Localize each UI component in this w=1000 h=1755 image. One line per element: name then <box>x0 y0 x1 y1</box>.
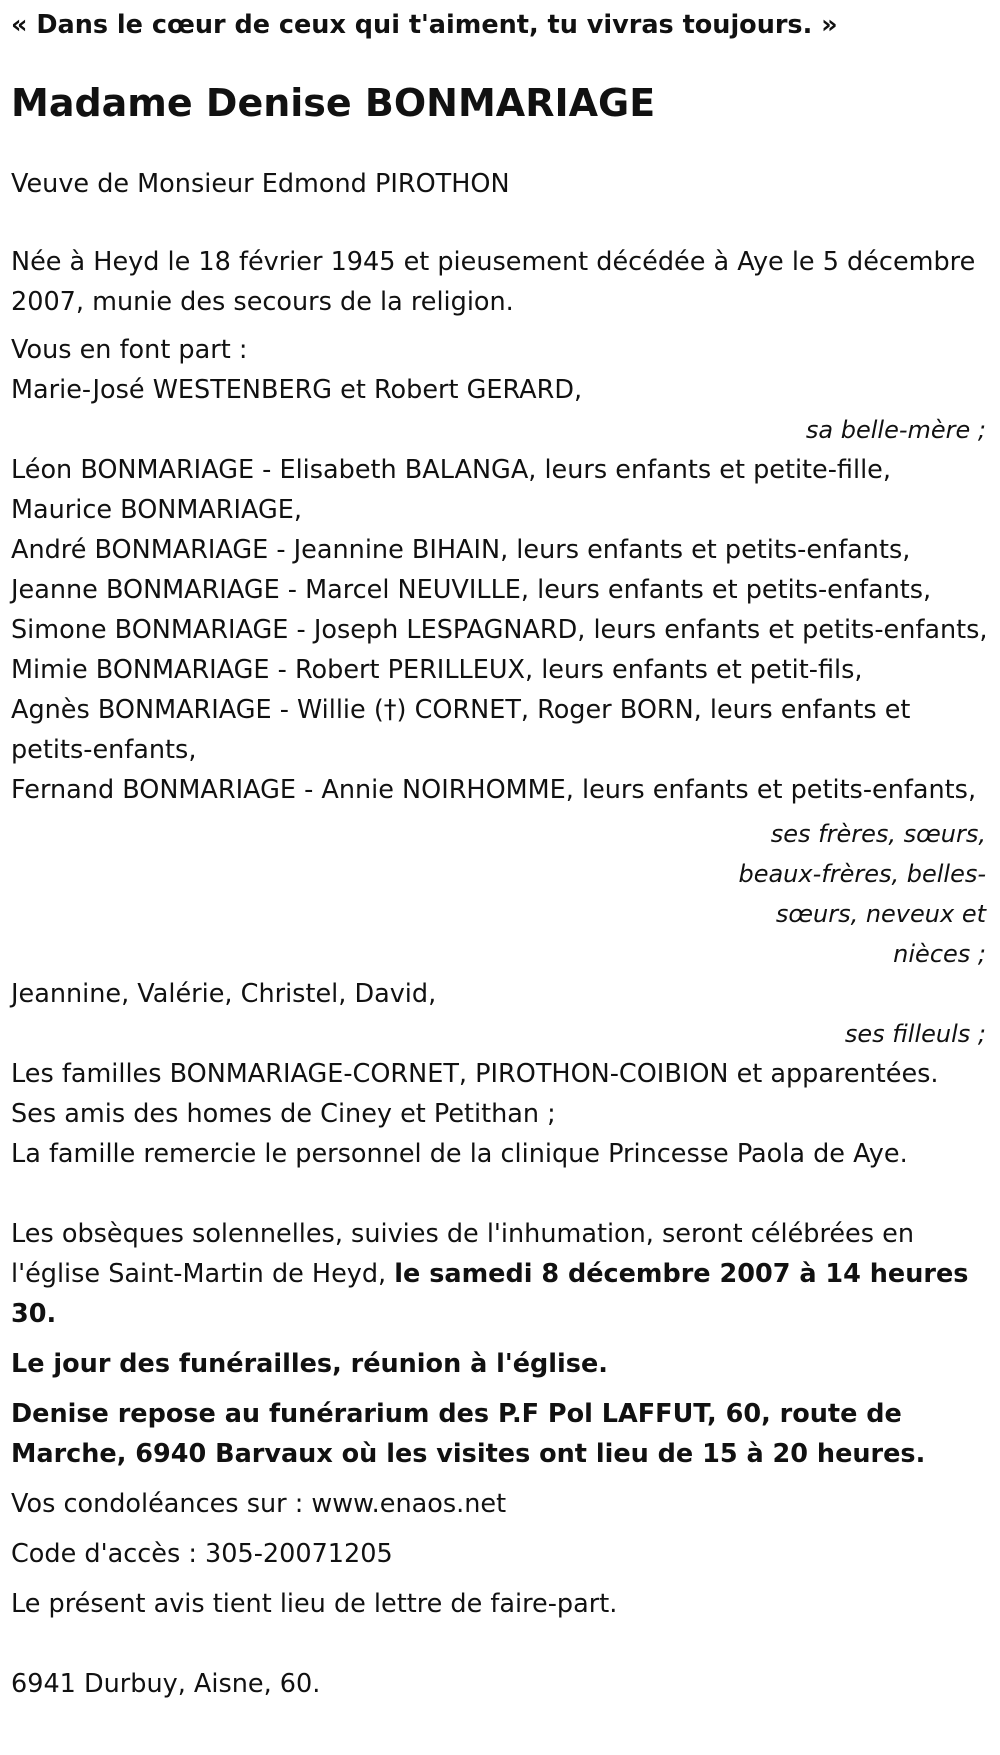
mention-line: La famille remercie le personnel de la clinique Princesse Paola de Aye. <box>11 1139 908 1169</box>
family-line: Marie-José WESTENBERG et Robert GERARD, <box>11 375 583 405</box>
epitaph-quote: « Dans le cœur de ceux qui t'aiment, tu vivras toujours. » <box>11 10 838 40</box>
family-line: Fernand BONMARIAGE - Annie NOIRHOMME, leurs enfants et petits-enfants, <box>11 775 977 805</box>
family-line: Léon BONMARIAGE - Elisabeth BALANGA, leurs enfants et petite-fille, <box>11 455 891 485</box>
family-line: Simone BONMARIAGE - Joseph LESPAGNARD, leurs enfants et petits-enfants, <box>11 615 988 645</box>
family-group-2 <box>11 450 992 974</box>
deceased-name: Madame Denise BONMARIAGE <box>11 81 656 125</box>
condolences-link[interactable]: www.enaos.net <box>311 1489 507 1519</box>
access-code-line: Code d'accès : 305-20071205 <box>11 1539 393 1569</box>
family-line: Maurice BONMARIAGE, <box>11 495 303 525</box>
mention-line: Ses amis des homes de Ciney et Petithan ; <box>11 1099 556 1129</box>
relation-label: ses filleuls ; <box>844 1020 986 1048</box>
relation-label: sa belle-mère ; <box>805 416 986 444</box>
meeting-line: Le jour des funérailles, réunion à l'église. <box>11 1349 608 1379</box>
notice-statement: Le présent avis tient lieu de lettre de faire-part. <box>11 1589 618 1619</box>
widow-line: Veuve de Monsieur Edmond PIROTHON <box>11 169 510 199</box>
ceremony-paragraph <box>11 1214 992 1334</box>
funeral-home-paragraph: Denise repose au funérarium des P.F Pol LAFFUT, 60, route de Marche, 6940 Barvaux où les visites ont lieu de 15 à 20 heures. <box>11 1399 926 1469</box>
birth-death-paragraph: Née à Heyd le 18 février 1945 et pieusement décédée à Aye le 5 décembre 2007, munie des secours de la religion. <box>11 247 976 317</box>
family-group-3 <box>11 974 992 1054</box>
condolences-line <box>11 1484 992 1524</box>
family-line: Jeanne BONMARIAGE - Marcel NEUVILLE, leurs enfants et petits-enfants, <box>11 575 932 605</box>
family-line: Jeannine, Valérie, Christel, David, <box>11 979 437 1009</box>
mention-line: Les familles BONMARIAGE-CORNET, PIROTHON-COIBION et apparentées. <box>11 1059 939 1089</box>
announce-line: Vous en font part : <box>11 335 248 365</box>
family-line: Mimie BONMARIAGE - Robert PERILLEUX, leurs enfants et petit-fils, <box>11 655 863 685</box>
family-line: André BONMARIAGE - Jeannine BIHAIN, leurs enfants et petits-enfants, <box>11 535 911 565</box>
relation-label: ses frères, sœurs, beaux-frères, belles-sœurs, neveux et nièces ; <box>738 820 986 968</box>
other-mentions <box>11 1054 992 1174</box>
ceremony-date: le samedi 8 décembre 2007 à 14 heures 30. <box>11 1259 969 1329</box>
condolences-label: Vos condoléances sur : <box>11 1489 312 1519</box>
ceremony-intro: Les obsèques solennelles, suivies de l'inhumation, seront célébrées en l'église Saint-Martin de Heyd, <box>11 1219 914 1289</box>
family-line: Agnès BONMARIAGE - Willie (†) CORNET, Roger BORN, leurs enfants et petits-enfants, <box>11 695 911 765</box>
address-line: 6941 Durbuy, Aisne, 60. <box>11 1669 321 1699</box>
family-group-1 <box>11 370 992 450</box>
